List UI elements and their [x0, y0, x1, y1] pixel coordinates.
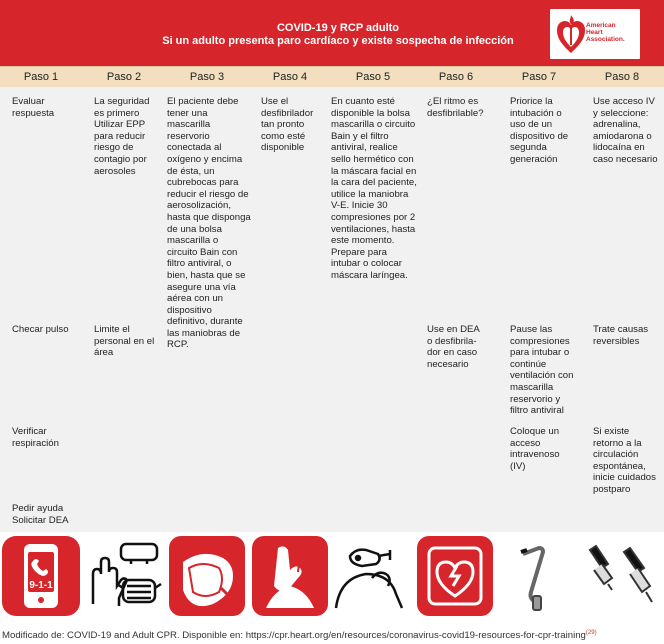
aha-logo: [550, 9, 640, 59]
steps-content: [0, 87, 664, 532]
step-icons-row: [0, 532, 664, 622]
step1-evaluate: Evaluar respuesta: [12, 96, 55, 119]
step8-iv-access: Use acceso IV y seleccione: adrenalina, amiodarona o lidocaína en caso necesario: [593, 96, 658, 165]
step-label-6: Paso 6: [438, 71, 474, 83]
phone-911-icon: [0, 534, 82, 618]
step5-bag-mask: En cuanto esté disponible la bolsa mascarilla o circuito Bain y el filtro antiviral, realice sello hermético con la máscara facial en la cara del paciente, utilice la maniobra V-E. Inicie 30 compresiones por 2 ventilaciones, hasta este momento. Prepare para intubar o colocar máscara laríngea.: [331, 96, 417, 281]
header-title: [150, 22, 526, 48]
step7-iv: Coloque un acceso intravenoso (IV): [510, 426, 560, 472]
step1-pulse: Checar pulso: [12, 324, 69, 335]
source-footer: [2, 627, 664, 642]
step8-rosc: Si existe retorno a la circulación espontánea, inicie cuidados postparo: [593, 426, 656, 495]
mask-on-face-icon: [167, 534, 247, 618]
step7-pause: Pause las compresiones para intubar o continúe ventilación con mascarilla reservorio y filtro antiviral: [510, 324, 574, 417]
step2-safety: La seguridad es primero Utilizar EPP para reducir riesgo de contagio por aerosoles: [94, 96, 150, 177]
header-title-line1: COVID-19 y RCP adulto: [276, 22, 400, 34]
header-banner: [0, 0, 664, 66]
step6-aed: Use en DEA o desfibrila-dor en caso necesario: [427, 324, 480, 370]
step-label-3: Paso 3: [189, 71, 225, 83]
ppe-gloves-goggles-mask-icon: [85, 534, 165, 618]
step-label-2: Paso 2: [106, 71, 142, 83]
header-title-line2: Si un adulto presenta paro cardíaco y existe sospecha de infección: [162, 35, 514, 47]
step1-call-help: Pedir ayuda Solicitar DEA: [12, 503, 69, 526]
step1-breathing: Verificar respiración: [12, 426, 59, 449]
syringes-icon: [580, 534, 664, 618]
step-label-4: Paso 4: [272, 71, 308, 83]
step-label-7: Paso 7: [521, 71, 557, 83]
heart-torch-icon: [556, 13, 586, 55]
laryngoscope-icon: [497, 534, 577, 618]
step4-defibrillator: Use el desfibrilador tan pronto como esté disponible: [261, 96, 314, 154]
cpr-hands-icon: [250, 534, 330, 618]
step8-reversible: Trate causas reversibles: [593, 324, 649, 347]
source-text: Modificado de: COVID-19 and Adult CPR. Disponible en: https://cpr.heart.org/en/resources/coronavirus-covid19-resources-for-cpr-training: [2, 630, 586, 642]
step-label-8: Paso 8: [604, 71, 640, 83]
step7-intubation: Priorice la intubación o uso de un dispositivo de segunda generación: [510, 96, 569, 165]
step-label-1: Paso 1: [23, 71, 59, 83]
aha-logo-text: American Heart Association.: [586, 22, 625, 43]
step3-mask: El paciente debe tener una mascarilla reservorio conectada al oxígeno y encima de ésta, un cubrebocas para reducir el riesgo de aerosolización, hasta que disponga de una bolsa mascarilla o circuito Bain con filtro antiviral, o bien, hasta que se asegure una vía aérea con un dispositivo definitivo, durante las maniobras de RCP.: [167, 96, 251, 351]
step-label-5: Paso 5: [355, 71, 391, 83]
steps-header-row: [0, 66, 664, 87]
source-ref: (29): [585, 630, 597, 636]
aed-icon: [415, 534, 495, 618]
bag-valve-mask-icon: [332, 534, 412, 618]
step2-limit-staff: Limite el personal en el área: [94, 324, 155, 359]
step6-rhythm: ¿El ritmo es desfibrilable?: [427, 96, 484, 119]
phone-911-label: 9-1-1: [29, 580, 53, 591]
